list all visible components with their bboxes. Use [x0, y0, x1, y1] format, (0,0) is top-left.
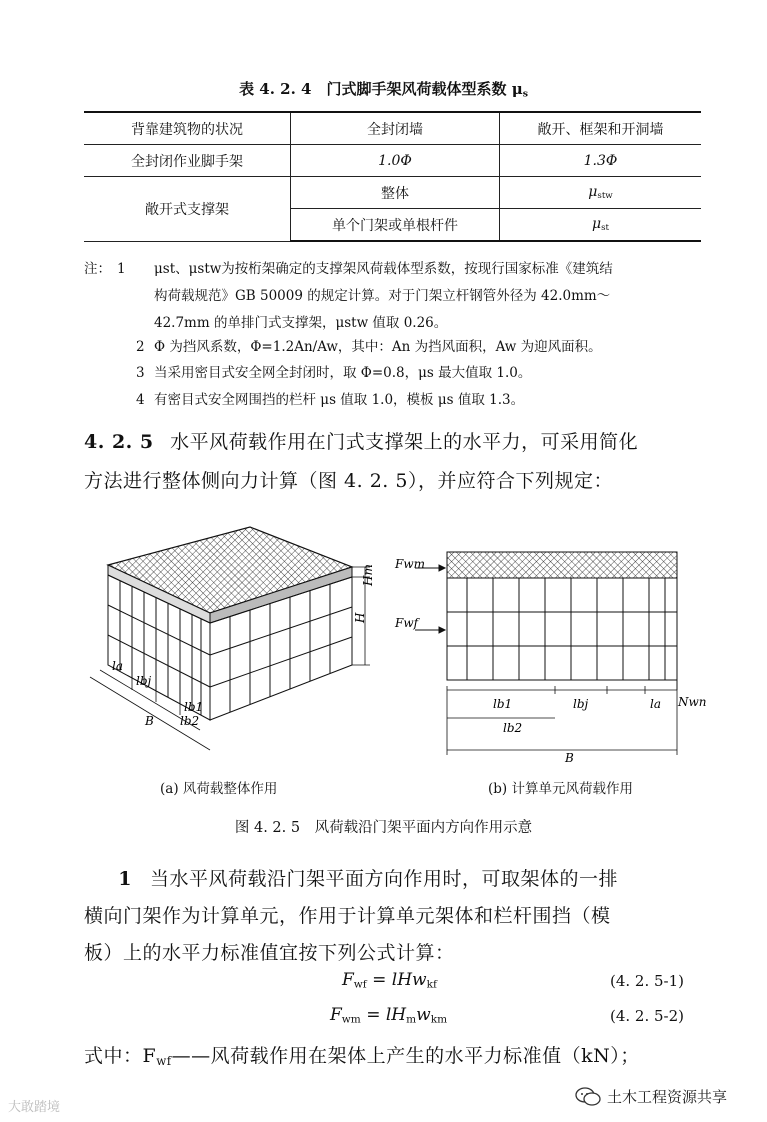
label-nwn: Nwn [678, 695, 707, 709]
table-row [84, 177, 701, 209]
figure-a-caption: (a) 风荷载整体作用 [160, 781, 278, 797]
wechat-icon [575, 1087, 601, 1107]
figure-caption: 图 4. 2. 5 风荷载沿门架平面内方向作用示意 [234, 820, 533, 836]
table-row [84, 145, 701, 177]
header-closed-wall: 全封闭墙 [291, 112, 500, 145]
note-number: 4 [136, 392, 145, 408]
label-lb1: lb1 [184, 700, 204, 714]
coefficient-table [84, 111, 701, 242]
cell-value: 1.0Φ [291, 145, 500, 177]
header-building-condition: 背靠建筑物的状况 [84, 112, 291, 145]
figure-a-isometric-scaffold [90, 515, 380, 760]
clause-1-line: 1 当水平风荷载沿门架平面方向作用时，可取架体的一排 [84, 860, 618, 899]
label-lb1: lb1 [493, 697, 513, 711]
section-text-line: 方法进行整体侧向力计算（图 4. 2. 5），并应符合下列规定： [84, 470, 613, 492]
figure-b-elevation [395, 540, 707, 765]
note-1-line: 42.7mm 的单排门式支撑架，μstw 值取 0.26。 [154, 315, 448, 331]
section-number: 4. 2. 5 [84, 431, 154, 453]
cell-value: $\mu_{st}$ [500, 209, 702, 242]
watermark-left: 大敢踏境 [8, 1100, 61, 1115]
note-number: 3 [136, 365, 145, 381]
label-la: la [650, 697, 661, 711]
sub-row-label: 单个门架或单根杆件 [291, 209, 500, 242]
note-3: 当采用密目式安全网全封闭时，取 Φ=0.8，μs 最大值取 1.0。 [154, 365, 532, 381]
label-fwf: Fwf [395, 616, 419, 630]
label-lb2: lb2 [180, 714, 200, 728]
cell-value: 1.3Φ [500, 145, 702, 177]
note-1-line: 构荷载规范》GB 50009 的规定计算。对于门架立杆钢管外径为 42.0mm～ [154, 288, 611, 304]
label-la: la [112, 659, 123, 673]
sub-row-label: 整体 [291, 177, 500, 209]
note-4: 有密目式安全网围挡的栏杆 μs 值取 1.0，模板 μs 值取 1.3。 [154, 392, 525, 408]
label-b: B [145, 714, 154, 728]
label-fwm: Fwm [395, 557, 425, 571]
label-b: B [565, 751, 574, 765]
label-h: H [353, 612, 367, 623]
label-hm: Hm [361, 564, 375, 586]
note-number: 1 [117, 261, 126, 277]
formula-4-2-5-2: $F_{wm} = lH_mw_{km}$ [330, 1005, 448, 1026]
notes-prefix: 注： [84, 261, 111, 277]
section-heading [84, 423, 638, 462]
figure-b-caption: (b) 计算单元风荷载作用 [488, 781, 633, 797]
note-2: Φ 为挡风系数，Φ=1.2An/Aw，其中：An 为挡风面积，Aw 为迎风面积。 [154, 339, 602, 355]
section-text: 水平风荷载作用在门式支撑架上的水平力，可采用简化 [170, 431, 639, 453]
header-open-wall: 敞开、框架和开洞墙 [500, 112, 702, 145]
where-clause: 式中：$F_{wf}——$风荷载作用在架体上产生的水平力标准值（kN）； [84, 1045, 640, 1068]
table-title: 表 4. 2. 4 门式脚手架风荷载体型系数 $\mu_s$ [239, 80, 528, 100]
clause-number: 1 [118, 868, 132, 890]
cell-value: $\mu_{stw}$ [500, 177, 702, 209]
row-label: 全封闭作业脚手架 [84, 145, 291, 177]
equation-number: (4. 2. 5-1) [610, 972, 685, 990]
clause-1-line: 横向门架作为计算单元，作用于计算单元架体和栏杆围挡（模 [84, 905, 611, 927]
row-label: 敞开式支撑架 [84, 177, 291, 242]
formula-4-2-5-1: $F_{wf} = lHw_{kf}$ [342, 970, 437, 991]
equation-number: (4. 2. 5-2) [610, 1007, 685, 1025]
label-lb2: lb2 [503, 721, 523, 735]
watermark-right: 土木工程资源共享 [575, 1086, 727, 1107]
note-number: 2 [136, 339, 145, 355]
table-header-row [84, 112, 701, 145]
note-1-line: μst、μstw为按桁架确定的支撑架风荷载体型系数，按现行国家标准《建筑结 [154, 261, 613, 277]
clause-1-line: 板）上的水平力标准值宜按下列公式计算： [84, 942, 455, 964]
label-lbj: lbj [136, 674, 152, 688]
label-lbj: lbj [573, 697, 589, 711]
